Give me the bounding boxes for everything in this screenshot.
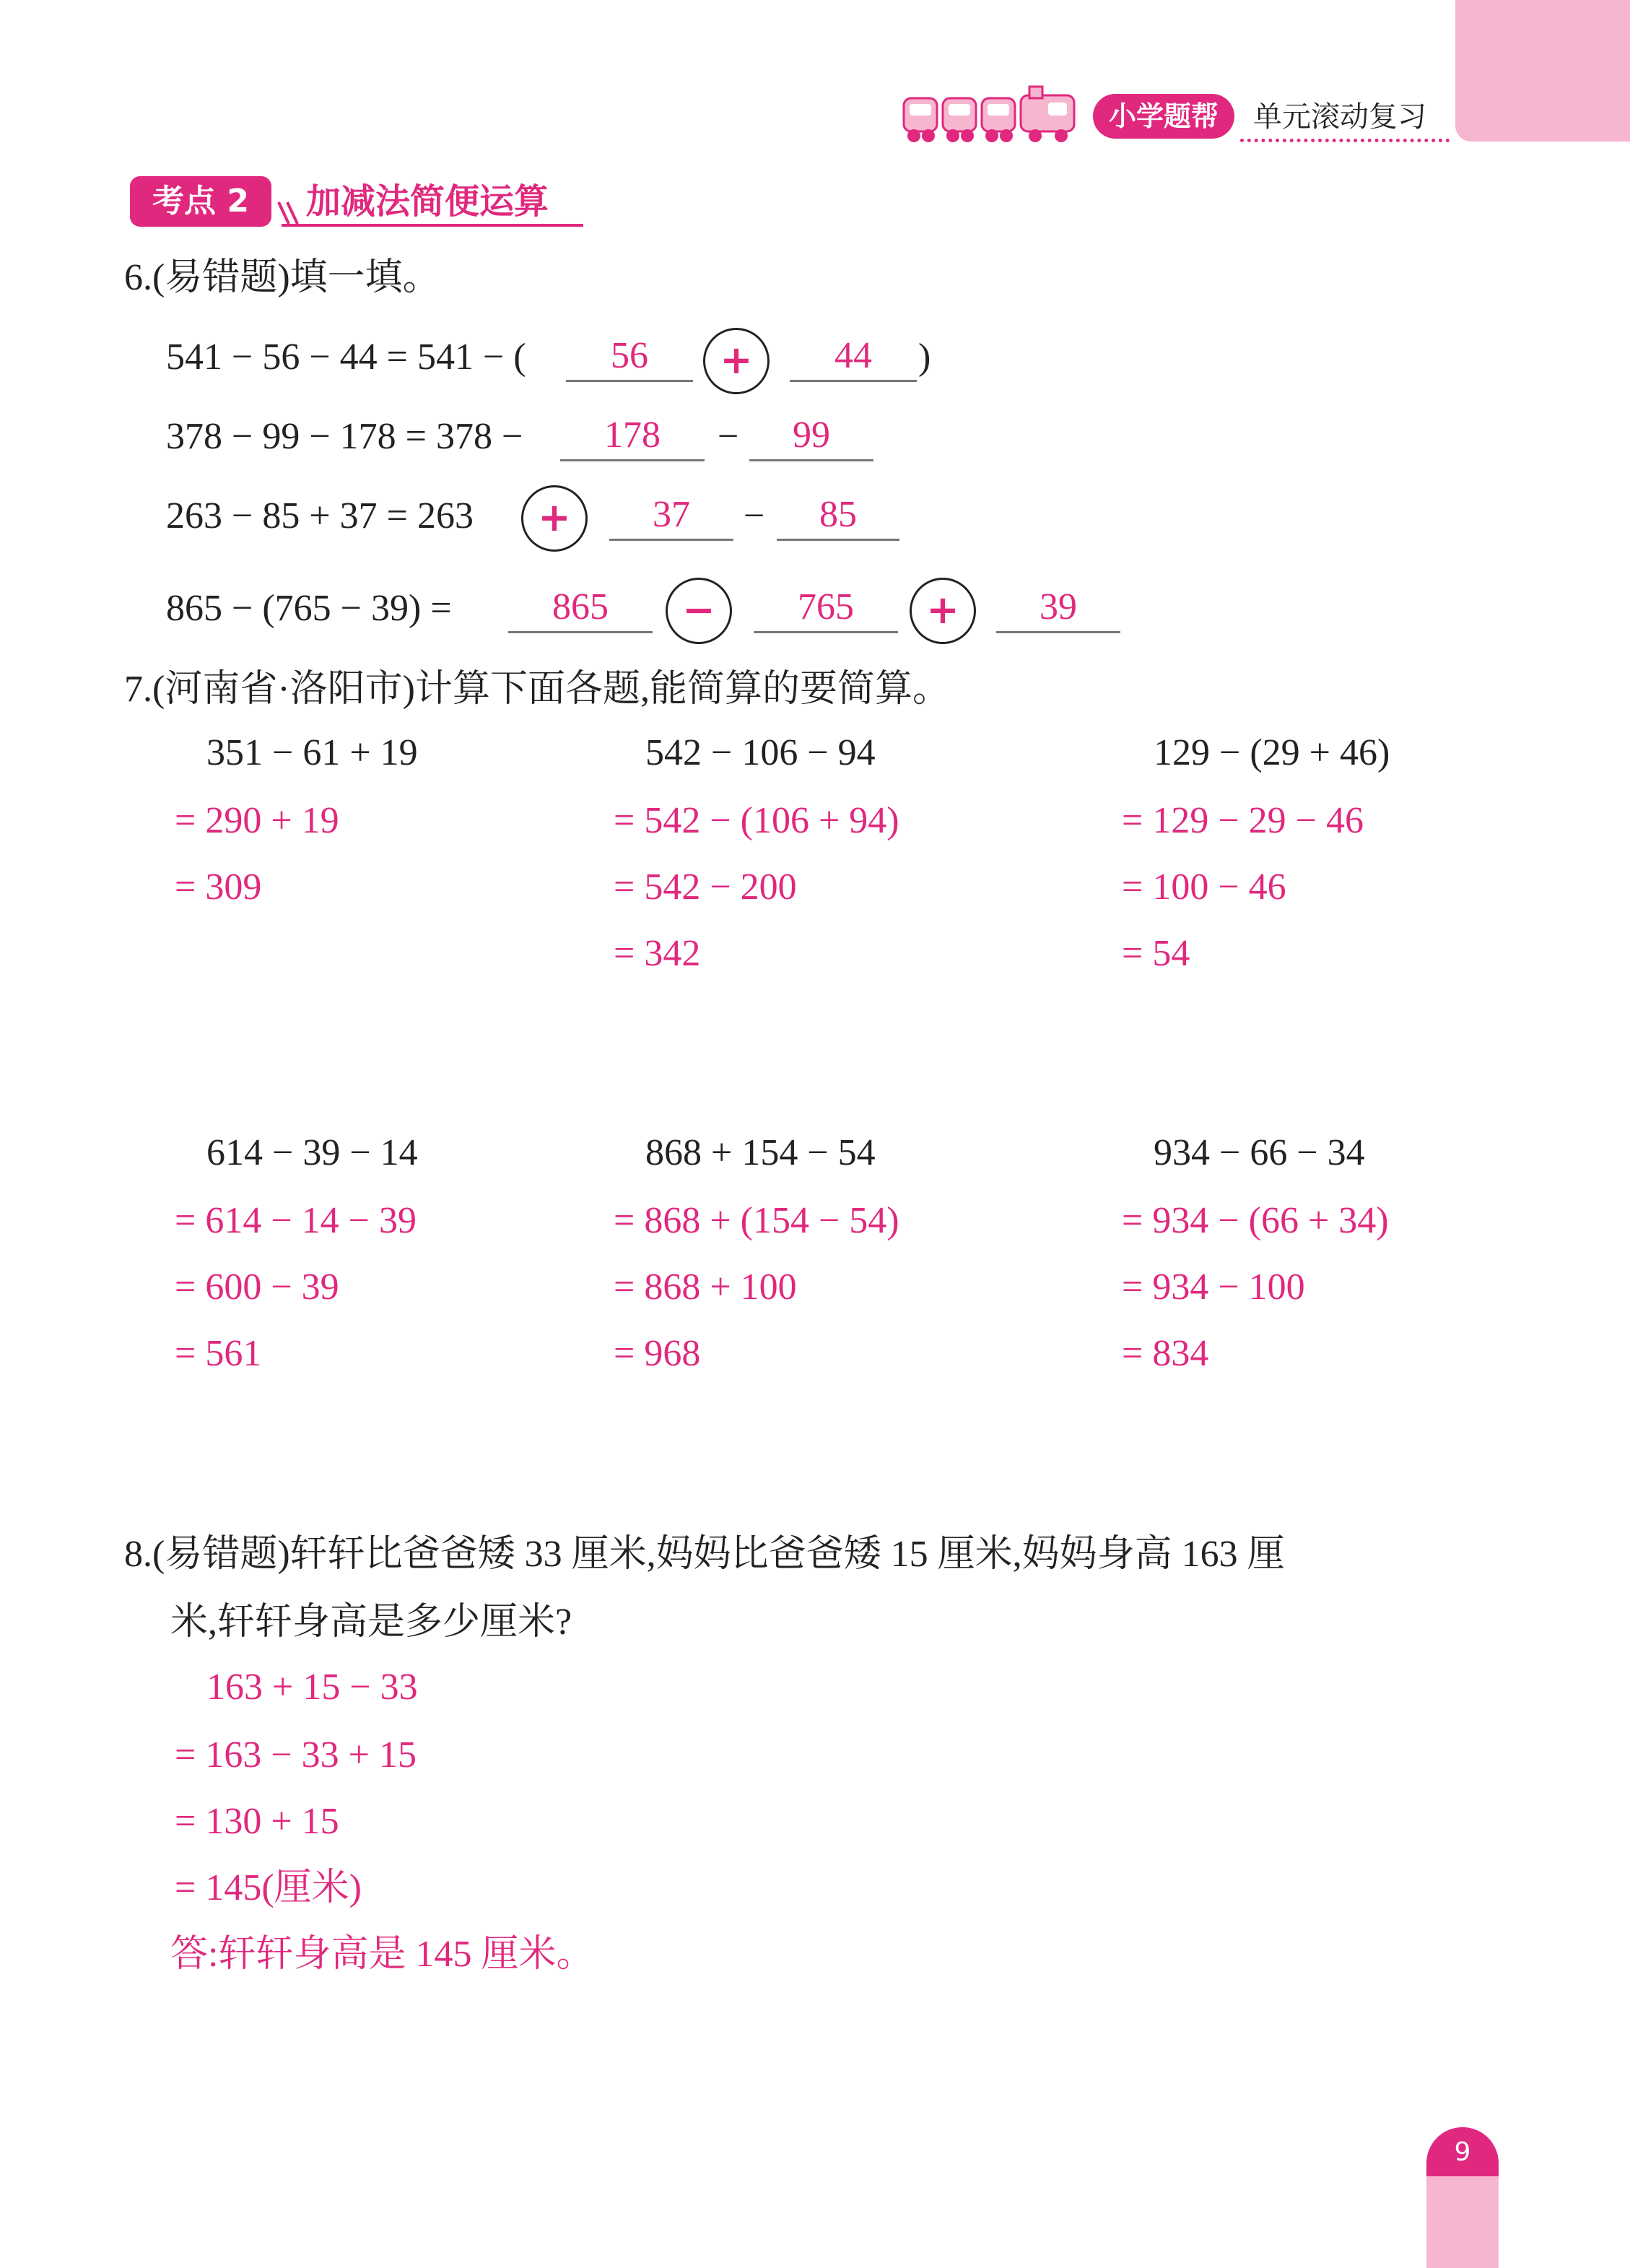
q6-row3-operator-circle[interactable]: + [521,485,588,552]
q6-row1-blank2[interactable]: 44 [790,332,917,382]
q7-p4-expr: 614 − 39 − 14 [206,1132,418,1173]
q7-p1-step1: = 290 + 19 [175,800,339,841]
q7-p3-step1: = 129 − 29 − 46 [1122,800,1364,841]
q8-expr: 163 + 15 − 33 [206,1667,418,1708]
q6-row1-operator-circle[interactable]: + [703,328,770,394]
q7-p2-step2: = 542 − 200 [614,866,797,908]
q7-prompt: 7.(河南省·洛阳市)计算下面各题,能简算的要简算。 [124,669,950,710]
q6-row2-blank1[interactable]: 178 [560,412,705,461]
q6-row2-left: 378 − 99 − 178 = 378 − [166,416,523,457]
header-title: 单元滚动复习 [1253,100,1426,134]
q6-row3-blank2[interactable]: 85 [777,491,899,541]
q8-answer: 答:轩轩身高是 145 厘米。 [170,1934,594,1975]
q7-p1-step2: = 309 [175,866,262,908]
q7-p2-expr: 542 − 106 − 94 [645,732,876,773]
q7-p4-step1: = 614 − 14 − 39 [175,1200,417,1241]
q6-row4-operator2-circle[interactable]: + [910,578,976,644]
q7-p3-step2: = 100 − 46 [1122,866,1286,908]
section-badge: 考点 2 [130,176,271,227]
q6-row3-minus: − [744,495,765,536]
q6-row4-left: 865 − (765 − 39) = [166,588,452,629]
q6-row1-close: ) [918,336,931,378]
q7-p4-step2: = 600 − 39 [175,1266,339,1308]
q7-p5-step3: = 968 [614,1333,701,1374]
q7-p3-expr: 129 − (29 + 46) [1154,732,1390,773]
q7-p2-step3: = 342 [614,933,701,974]
q7-p6-step3: = 834 [1122,1333,1209,1374]
brand-badge: 小学题帮 [1093,94,1234,139]
q8-prompt-line2: 米,轩轩身高是多少厘米? [170,1602,572,1643]
train-icon [901,85,1081,146]
corner-tab [1455,0,1630,142]
q8-step2: = 130 + 15 [175,1801,339,1842]
header-dots-divider [1240,139,1450,142]
q7-p3-step3: = 54 [1122,933,1190,974]
q6-row2-minus: − [718,416,739,457]
q8-step3: = 145(厘米) [175,1867,362,1908]
section-underline [282,224,583,227]
q6-row4-blank1[interactable]: 865 [508,583,653,633]
q6-prompt: 6.(易错题)填一填。 [124,257,440,298]
slash-decoration-icon [276,195,305,227]
q7-p2-step1: = 542 − (106 + 94) [614,800,899,841]
q7-p5-step1: = 868 + (154 − 54) [614,1200,899,1241]
q8-step1: = 163 − 33 + 15 [175,1734,417,1776]
q6-row4-blank3[interactable]: 39 [996,583,1120,633]
section-title: 加减法简便运算 [306,181,549,222]
page-number: 9 [1454,2137,1471,2167]
q6-row1-left: 541 − 56 − 44 = 541 − ( [166,336,526,378]
q7-p4-step3: = 561 [175,1333,262,1374]
q7-p6-step1: = 934 − (66 + 34) [1122,1200,1389,1241]
q6-row2-blank2[interactable]: 99 [749,412,873,461]
q7-p6-expr: 934 − 66 − 34 [1154,1132,1365,1173]
q6-row3-left: 263 − 85 + 37 = 263 [166,495,474,536]
q7-p5-expr: 868 + 154 − 54 [645,1132,876,1173]
q6-row1-blank1[interactable]: 56 [566,332,693,382]
q8-prompt-line1: 8.(易错题)轩轩比爸爸矮 33 厘米,妈妈比爸爸矮 15 厘米,妈妈身高 163 厘 [124,1534,1285,1575]
q6-row4-operator1-circle[interactable]: − [666,578,732,644]
q7-p5-step2: = 868 + 100 [614,1266,797,1308]
q7-p6-step2: = 934 − 100 [1122,1266,1305,1308]
q6-row3-blank1[interactable]: 37 [609,491,733,541]
q7-p1-expr: 351 − 61 + 19 [206,732,418,773]
q6-row4-blank2[interactable]: 765 [754,583,898,633]
